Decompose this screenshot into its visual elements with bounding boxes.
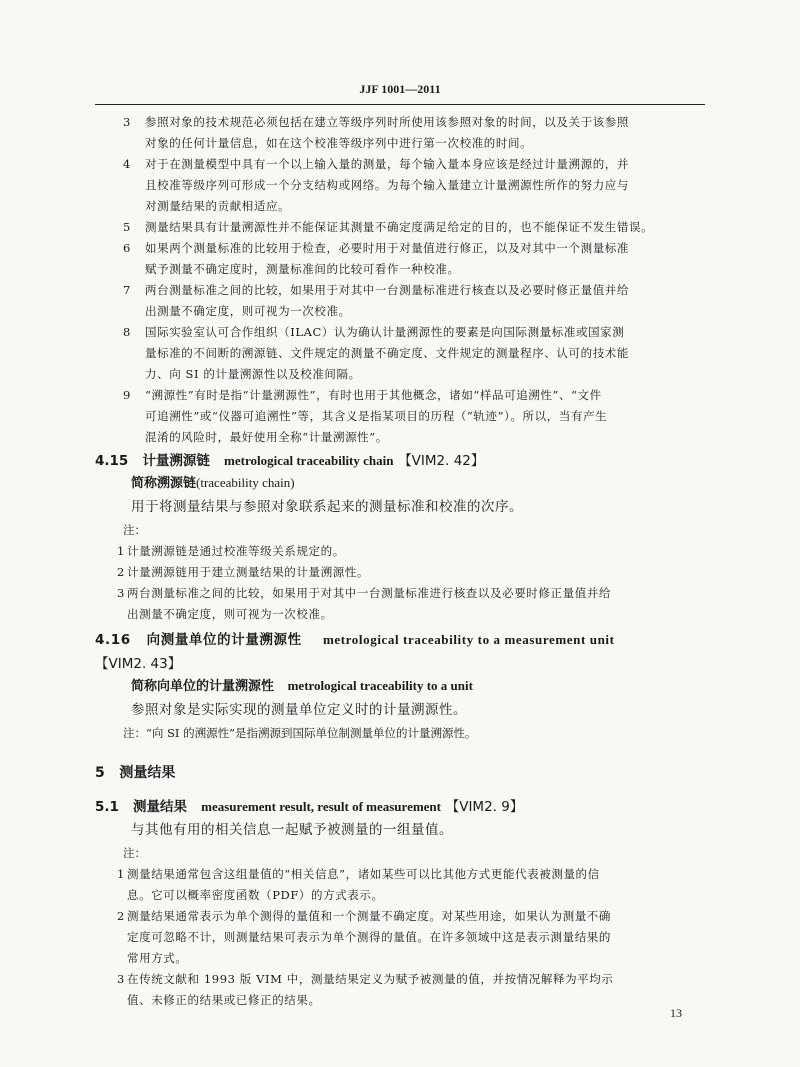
note-line: 且校准等级序列可形成一个分支结构或网络。为每个输入量建立计量溯源性所作的努力应与 — [145, 178, 629, 192]
term-definition: 用于将测量结果与参照对象联系起来的测量标准和校准的次序。 — [131, 499, 523, 515]
term-cn: 计量溯源链 — [142, 453, 210, 469]
note-item — [95, 583, 705, 625]
term-en: metrological traceability to a measurement unit — [322, 632, 615, 647]
note-line: 出测量不确定度，则可视为一次校准。 — [145, 304, 351, 318]
term-heading-4-16 — [95, 629, 705, 651]
note-line: 赋予测量不确定度时，测量标准间的比较可看作一种校准。 — [145, 262, 460, 276]
term-note: 注：“向 SI 的溯源性”是指溯源到国际单位制测量单位的计量溯源性。 — [123, 726, 477, 740]
note-text — [145, 154, 705, 217]
note-line: 可追溯性”或“仪器可追溯性”等，其含义是指某项目的历程（“轨迹”）。所以，当有产生 — [145, 409, 608, 423]
note-item — [95, 969, 705, 1011]
term-definition: 与其他有用的相关信息一起赋予被测量的一组量值。 — [131, 822, 453, 838]
note-line: 测量结果通常表示为单个测得的量值和一个测量不确定度。对某些用途，如果认为测量不确 — [127, 909, 611, 923]
term-en: measurement result, result of measurement — [201, 799, 441, 814]
abbr-en: metrological traceability to a unit — [287, 678, 473, 693]
note-line: 值、未修正的结果或已修正的结果。 — [127, 993, 321, 1007]
note-label: 注： — [123, 523, 146, 537]
term-cn: 测量结果 — [133, 799, 188, 815]
note-number: 9 — [123, 388, 131, 402]
note-text — [145, 385, 705, 448]
section-number: 5 — [95, 765, 105, 781]
section-heading-5 — [95, 762, 705, 782]
note-text — [127, 583, 705, 625]
note-text — [145, 238, 705, 280]
note-item — [95, 541, 705, 562]
note-text — [127, 541, 705, 562]
term-abbreviation — [95, 675, 705, 698]
note-line: 混淆的风险时，最好使用全称“计量溯源性”。 — [145, 430, 388, 444]
note-text — [127, 864, 705, 906]
note-number: 1 — [117, 544, 125, 558]
note-item — [95, 280, 705, 322]
term-definition: 参照对象是实际实现的测量单位定义时的计量溯源性。 — [131, 702, 467, 718]
vim-reference-line — [95, 653, 705, 675]
note-line: 参照对象的技术规范必须包括在建立等级序列时所使用该参照对象的时间，以及关于该参照 — [145, 115, 629, 129]
note-number: 8 — [123, 325, 131, 339]
note-line: 两台测量标准之间的比较，如果用于对其中一台测量标准进行核查以及必要时修正量值并给 — [145, 283, 629, 297]
term-abbreviation — [95, 472, 705, 495]
section-number: 5.1 — [95, 799, 119, 815]
note-number: 2 — [117, 565, 125, 579]
note-line: 在传统文献和 1993 版 VIM 中，测量结果定义为赋予被测量的值，并按情况解释为平均示 — [127, 972, 614, 986]
note-number: 6 — [123, 241, 131, 255]
note-line: 测量结果具有计量溯源性并不能保证其测量不确定度满足给定的目的，也不能保证不发生错误。 — [145, 220, 654, 234]
vim-reference: 【VIM2. 42】 — [398, 453, 485, 469]
note-line: 对于在测量模型中具有一个以上输入量的测量，每个输入量本身应该是经过计量溯源的，并 — [145, 157, 629, 171]
note-number: 2 — [117, 909, 125, 923]
abbr-cn: 简称向单位的计量溯源性 — [131, 679, 275, 694]
abbr-cn: 简称溯源链 — [131, 476, 197, 491]
note-text — [127, 562, 705, 583]
note-item — [95, 864, 705, 906]
page-content — [95, 112, 705, 1011]
notes-block-5-1 — [95, 864, 705, 1011]
section-number: 4.15 — [95, 453, 129, 469]
note-text — [145, 217, 705, 238]
note-line: 测量结果通常包含这组量值的“相关信息”，诸如某些可以比其他方式更能代表被测量的信 — [127, 867, 600, 881]
note-item — [95, 322, 705, 385]
term-cn: 向测量单位的计量溯源性 — [146, 632, 302, 648]
note-item — [95, 217, 705, 238]
note-line: 常用方式。 — [127, 951, 188, 965]
note-item — [95, 154, 705, 217]
notes-block-4-14 — [95, 112, 705, 448]
note-number: 3 — [123, 115, 131, 129]
note-line: 息。它可以概率密度函数（PDF）的方式表示。 — [127, 888, 384, 902]
note-line: “溯源性”有时是指“计量溯源性”，有时也用于其他概念，诸如“样品可追溯性”、“文件 — [145, 388, 602, 402]
section-title: 测量结果 — [119, 765, 176, 781]
note-item — [95, 906, 705, 969]
note-line: 国际实验室认可合作组织（ILAC）认为确认计量溯源性的要素是向国际测量标准或国家测 — [145, 325, 625, 339]
note-label: 注： — [123, 846, 146, 860]
note-number: 3 — [117, 586, 125, 600]
page-number: 13 — [670, 1006, 682, 1020]
note-number: 4 — [123, 157, 131, 171]
note-number: 5 — [123, 220, 131, 234]
term-heading-5-1 — [95, 796, 705, 818]
abbr-en: (traceability chain) — [196, 475, 295, 490]
note-text — [145, 322, 705, 385]
note-line: 定度可忽略不计，则测量结果可表示为单个测得的量值。在许多领域中这是表示测量结果的 — [127, 930, 611, 944]
note-number: 3 — [117, 972, 125, 986]
vim-reference: 【VIM2. 43】 — [95, 656, 182, 672]
section-number: 4.16 — [95, 632, 131, 648]
header-divider — [95, 104, 705, 105]
note-text — [145, 280, 705, 322]
note-text — [127, 906, 705, 969]
note-item — [95, 238, 705, 280]
note-item — [95, 112, 705, 154]
note-line: 计量溯源链是通过校准等级关系规定的。 — [127, 544, 345, 558]
note-line: 量标准的不间断的溯源链、文件规定的测量不确定度、文件规定的测量程序、认可的技术能 — [145, 346, 629, 360]
note-line: 计量溯源链用于建立测量结果的计量溯源性。 — [127, 565, 369, 579]
note-text — [127, 969, 705, 1011]
term-en: metrological traceability chain — [224, 453, 394, 468]
vim-reference: 【VIM2. 9】 — [445, 799, 524, 815]
note-text — [145, 112, 705, 154]
term-heading-4-15 — [95, 450, 705, 472]
note-item — [95, 562, 705, 583]
note-line: 出测量不确定度，则可视为一次校准。 — [127, 607, 333, 621]
note-number: 1 — [117, 867, 125, 881]
note-line: 两台测量标准之间的比较，如果用于对其中一台测量标准进行核查以及必要时修正量值并给 — [127, 586, 611, 600]
note-line: 如果两个测量标准的比较用于检查，必要时用于对量值进行修正，以及对其中一个测量标准 — [145, 241, 629, 255]
document-code-header: JJF 1001—2011 — [359, 82, 441, 96]
note-item — [95, 385, 705, 448]
note-number: 7 — [123, 283, 131, 297]
notes-block-4-15 — [95, 541, 705, 625]
note-line: 力、向 SI 的计量溯源性以及校准间隔。 — [145, 367, 361, 381]
note-line: 对测量结果的贡献相适应。 — [145, 199, 291, 213]
note-line: 对象的任何计量信息，如在这个校准等级序列中进行第一次校准的时间。 — [145, 136, 533, 150]
